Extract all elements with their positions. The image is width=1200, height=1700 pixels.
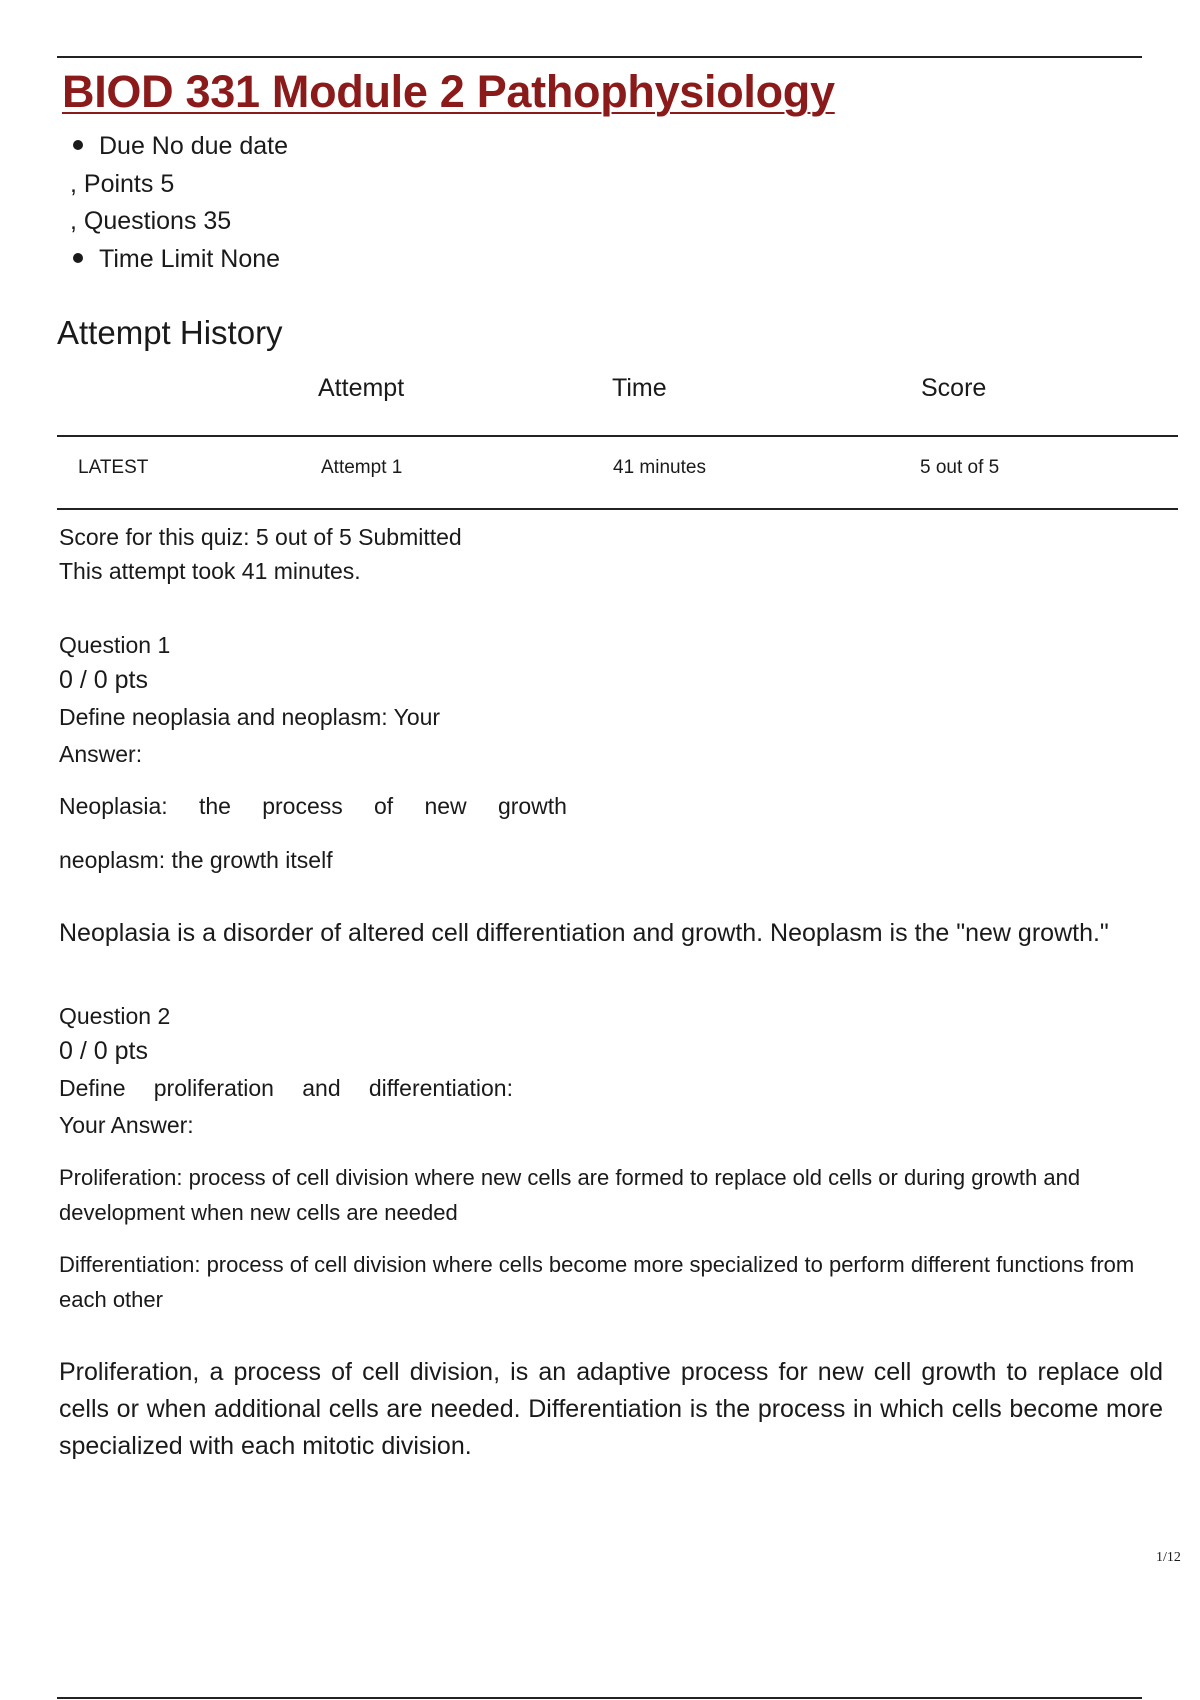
question-1-prompt-cont: Answer:	[59, 741, 143, 767]
page-number: 1/12	[1156, 1550, 1181, 1565]
bottom-rule	[57, 1697, 1142, 1699]
attempt-duration: This attempt took 41 minutes.	[59, 558, 361, 584]
col-header-attempt: Attempt	[318, 374, 405, 402]
answer-word: of	[374, 793, 394, 819]
prompt-word: differentiation:	[368, 1075, 513, 1101]
question-2-label: Question 2	[59, 1003, 171, 1029]
row-attempt-link[interactable]: Attempt 1	[321, 457, 403, 478]
meta-points: , Points 5	[70, 170, 175, 198]
table-rule-top	[57, 435, 1178, 437]
attempt-history-heading: Attempt History	[57, 314, 283, 351]
question-1-answer-line1	[59, 793, 567, 820]
question-1-points: 0 / 0 pts	[59, 666, 148, 694]
question-2-answer-differentiation: Differentiation: process of cell division where cells become more specialized to perform different functions from each other	[59, 1252, 1135, 1312]
bullet-icon	[73, 140, 83, 150]
bullet-icon	[73, 253, 83, 263]
question-2-feedback: Proliferation, a process of cell division, is an adaptive process for new cell growth to replace old cells or when additional cells are needed. Differentiation is the process in which cells become more specialized with each mitotic division.	[59, 1358, 1163, 1460]
prompt-word: and	[302, 1075, 341, 1101]
answer-word: Neoplasia:	[59, 793, 168, 819]
top-rule	[57, 56, 1142, 58]
question-1-label: Question 1	[59, 632, 171, 658]
row-latest-tag: LATEST	[78, 457, 149, 478]
your-answer-label: Your Answer:	[59, 1112, 194, 1138]
col-header-time: Time	[612, 374, 667, 402]
answer-word: process	[262, 793, 343, 819]
question-2-answer-proliferation: Proliferation: process of cell division where new cells are formed to replace old cells or during growth and development when new cells are needed	[59, 1165, 1081, 1225]
question-1-feedback: Neoplasia is a disorder of altered cell differentiation and growth. Neoplasm is the "new growth."	[59, 919, 1109, 947]
col-header-score: Score	[921, 374, 987, 402]
meta-time-limit: Time Limit None	[73, 245, 280, 274]
row-score: 5 out of 5	[920, 457, 1000, 478]
answer-word: the	[198, 793, 231, 819]
meta-due: Due No due date	[73, 132, 288, 161]
prompt-word: Define	[59, 1075, 126, 1101]
meta-questions: , Questions 35	[70, 207, 232, 235]
table-rule-bottom	[57, 508, 1178, 510]
prompt-word: proliferation	[153, 1075, 274, 1101]
page-title: BIOD 331 Module 2 Pathophysiology	[62, 66, 835, 117]
row-time: 41 minutes	[613, 457, 706, 478]
answer-word: new	[424, 793, 467, 819]
answer-word: growth	[497, 793, 567, 819]
question-2-points: 0 / 0 pts	[59, 1037, 148, 1065]
question-1-answer-line2: neoplasm: the growth itself	[59, 847, 333, 873]
question-1-prompt: Define neoplasia and neoplasm: Your	[59, 704, 441, 730]
question-2-prompt	[59, 1075, 513, 1102]
score-summary: Score for this quiz: 5 out of 5 Submitted	[59, 524, 462, 550]
